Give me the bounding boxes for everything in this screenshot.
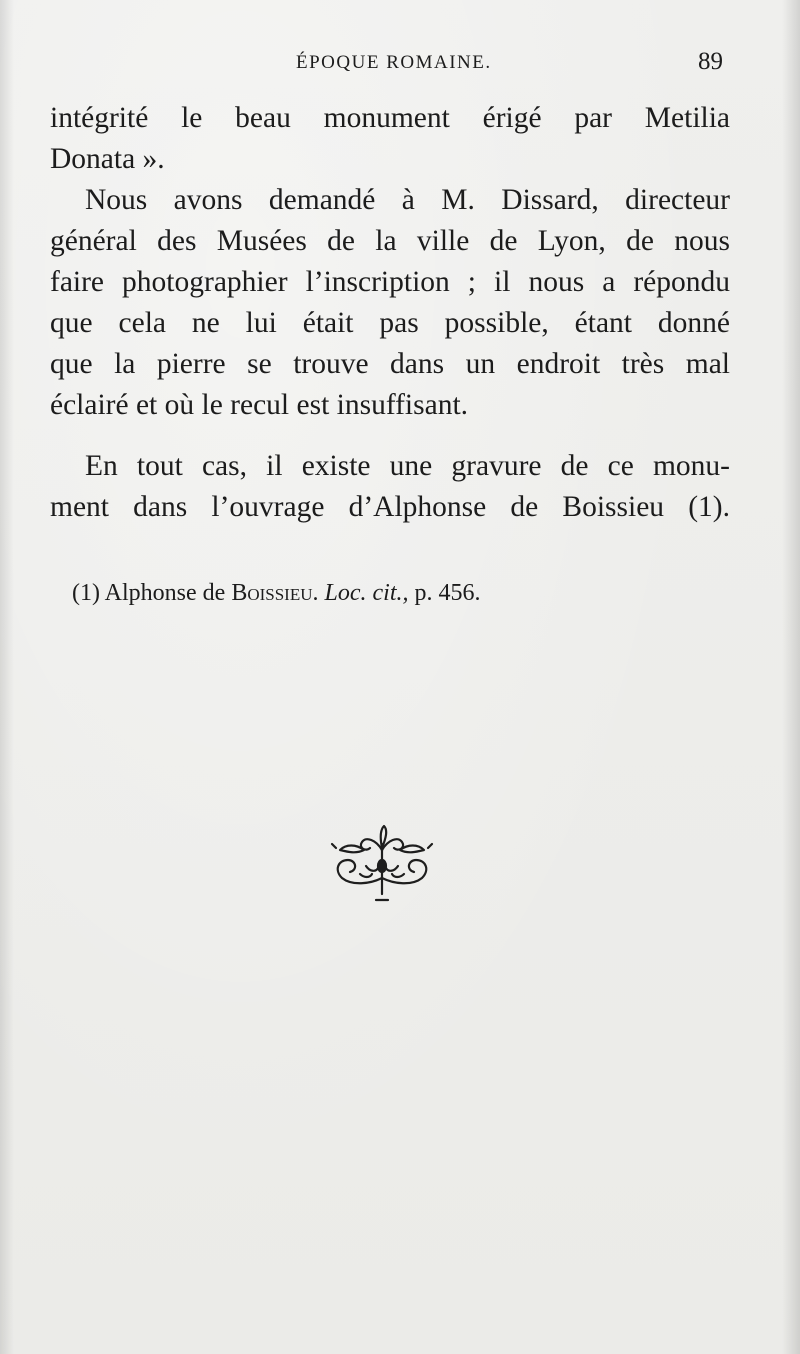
- footnote-author-first: Alphonse de: [104, 580, 226, 606]
- running-title: ÉPOQUE ROMAINE.: [296, 52, 492, 73]
- footnote-marker: (1): [72, 580, 100, 606]
- page-number: 89: [698, 48, 723, 75]
- scan-shadow-right: [782, 0, 800, 1354]
- text-line: intégrité le beau monument érigé par Metilia: [50, 102, 730, 134]
- text-line: que cela ne lui était pas possible, étant donné: [50, 307, 730, 339]
- paragraph: [50, 446, 730, 528]
- running-head: [0, 50, 800, 80]
- paragraph-gap: [50, 426, 730, 446]
- paragraph: [50, 180, 730, 426]
- text-line: Donata ».: [50, 143, 165, 175]
- text-line: En tout cas, il existe une gravure de ce monu-: [85, 450, 730, 482]
- body-text: [50, 98, 730, 528]
- text-line: ment dans l’ouvrage d’Alphonse de Boissieu (1).: [50, 491, 730, 523]
- floral-fleuron-icon: [326, 820, 438, 902]
- text-line: faire photographier l’inscription ; il nous a répondu: [50, 266, 730, 298]
- footnote-ref: Loc. cit.,: [324, 580, 409, 606]
- footnote-page: p. 456.: [414, 580, 481, 606]
- text-line: que la pierre se trouve dans un endroit très mal: [50, 348, 730, 380]
- paragraph: [50, 98, 730, 180]
- text-line: éclairé et où le recul est insuffisant.: [50, 389, 469, 421]
- text-line: Nous avons demandé à M. Dissard, directeur: [85, 184, 730, 216]
- scan-shadow-left: [0, 0, 14, 1354]
- footnote: [72, 580, 481, 607]
- footnote-author-last: Boissieu.: [231, 580, 319, 606]
- text-line: général des Musées de la ville de Lyon, de nous: [50, 225, 730, 257]
